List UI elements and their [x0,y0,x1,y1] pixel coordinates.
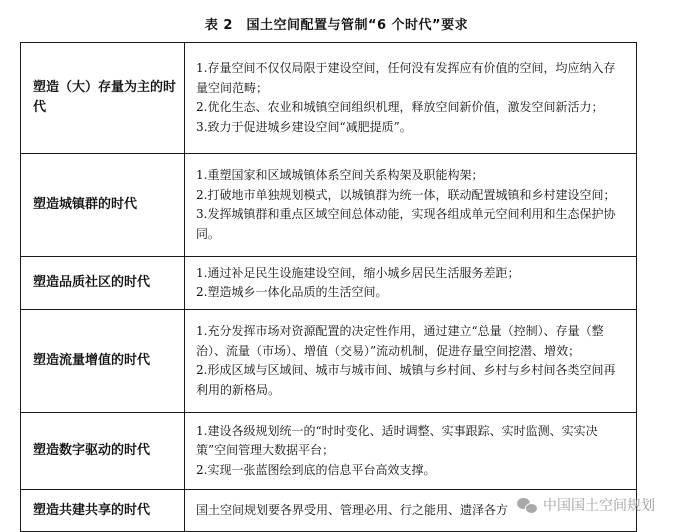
requirement-item: 1.重塑国家和区域城镇体系空间关系构架及职能构架； [196,168,484,182]
requirement-item: 1.充分发挥市场对资源配置的决定性作用，通过建立“总量（控制）、存量（整治）、流量（市场）、增值（交易）”流动机制，促进存量空间挖潜、增效； [196,324,604,358]
era-label: 塑造城镇群的时代 [33,197,138,212]
era-cell [21,490,185,532]
requirement-item: 2.打破地市单独规划模式，以城镇群为统一体，联动配置城镇和乡村建设空间； [196,187,616,202]
requirements-cell [185,413,637,490]
watermark [517,495,655,515]
requirement-item: 1.通过补足民生设施建设空间，缩小城乡居民生活服务差距； [196,265,520,280]
requirement-item: 1.存量空间不仅仅局限于建设空间，任何没有发挥应有价值的空间，均应纳入存量空间范畴； [196,61,616,95]
requirement-item: 1.建设各级规划统一的“时时变化、适时调整、实事跟踪、实时监测、实实决策”空间管理大数据平台； [196,423,598,458]
era-label: 塑造品质社区的时代 [33,275,151,290]
watermark-text: 中国国土空间规划 [543,498,655,514]
requirements-cell [185,310,637,413]
era-cell [21,310,185,413]
era-cell [21,154,185,257]
table-title: 表 2 国土空间配置与管制“6 个时代”要求 [204,18,469,33]
requirement-item: 2.优化生态、农业和城镇空间组织机理，释放空间新价值，激发空间新活力； [196,100,604,114]
era-cell [21,257,185,310]
era-label: 塑造共建共享的时代 [33,502,151,518]
table-row [21,413,637,490]
era-label: 塑造数字驱动的时代 [33,443,151,458]
requirement-item: 3.致力于促进城乡建设空间“减肥提质”。 [196,119,412,134]
era-label: 塑造（大）存量为主的时代 [33,80,177,115]
requirements-cell [185,43,637,154]
era-cell [21,413,185,490]
era-label: 塑造流量增值的时代 [33,353,151,368]
requirement-item: 3.发挥城镇群和重点区域空间总体动能，实现各组成单元空间利用和生态保护协同。 [196,207,616,241]
requirement-item: 2.塑造城乡一体化品质的生活空间。 [196,285,388,299]
wechat-icon [517,497,537,513]
era-cell [21,43,185,154]
table-row [21,43,637,154]
requirements-cell [185,154,637,257]
table-row [21,310,637,413]
requirement-item: 2.实现一张蓝图绘到底的信息平台高效支撑。 [196,462,436,477]
requirements-table [20,42,637,532]
requirements-cell [185,257,637,310]
table-row [21,257,637,310]
requirement-item: 国土空间规划要各界受用、管理必用、行之能用、遗泽各方 [196,502,509,517]
table-row [21,154,637,257]
requirement-item: 2.形成区域与区域间、城市与城市间、城镇与乡村间、乡村与乡村间各类空间再利用的新格局。 [196,363,616,397]
